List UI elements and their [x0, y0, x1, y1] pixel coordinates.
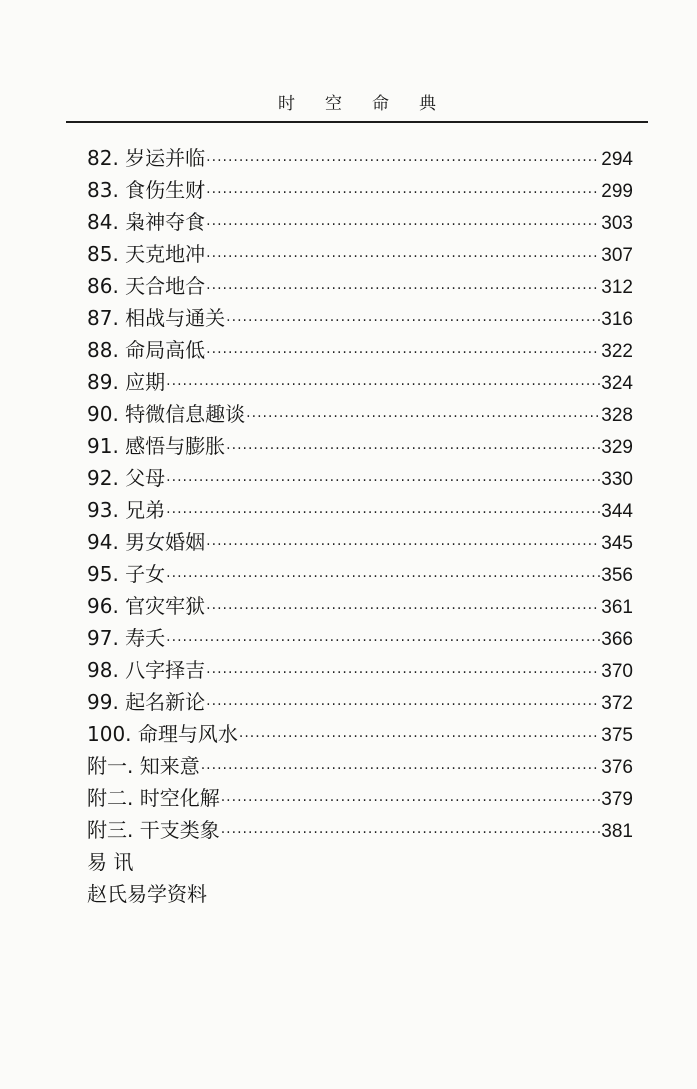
toc-entry-page: 372: [601, 693, 633, 714]
dot-leader: [166, 561, 600, 593]
toc-entry: [87, 238, 633, 270]
toc-entry-page: 356: [601, 565, 633, 586]
toc-entry: [87, 622, 633, 654]
toc-entry-title: 99. 起名新论: [87, 690, 206, 714]
toc-entry-title: 89. 应期: [87, 370, 166, 394]
toc-entry: [87, 302, 633, 334]
dot-leader: [226, 433, 600, 465]
toc-entry-page: 366: [601, 629, 633, 650]
dot-leader: [226, 305, 600, 337]
toc-entry: [87, 366, 633, 398]
appendix-line-yixun: 易 讯: [87, 850, 134, 874]
toc-entry-title: 90. 特微信息趣谈: [87, 402, 246, 426]
dot-leader: [206, 657, 600, 689]
toc-entry-title: 95. 子女: [87, 562, 166, 586]
toc-entry: [87, 526, 633, 558]
dot-leader: [221, 817, 601, 849]
toc-entry: [87, 334, 633, 366]
toc-entry-title: 96. 官灾牢狱: [87, 594, 206, 618]
toc-entry-page: 361: [601, 597, 633, 618]
toc-entry-page: 330: [601, 469, 633, 490]
toc-entry-title: 100. 命理与风水: [87, 722, 238, 746]
toc-entry-page: 329: [601, 437, 633, 458]
toc-entry-title: 88. 命局高低: [87, 338, 206, 362]
toc-entry-page: 376: [601, 757, 633, 778]
dot-leader: [206, 145, 600, 177]
toc-entry: [87, 782, 633, 814]
dot-leader: [201, 753, 601, 785]
toc-entry-title: 87. 相战与通关: [87, 306, 226, 330]
dot-leader: [206, 529, 600, 561]
toc-entry: [87, 558, 633, 590]
toc-entry-title: 附一. 知来意: [87, 754, 200, 778]
dot-leader: [221, 785, 601, 817]
dot-leader: [166, 625, 600, 657]
dot-leader: [206, 593, 600, 625]
toc-entry: [87, 654, 633, 686]
toc-entry-title: 98. 八字择吉: [87, 658, 206, 682]
toc-entry-page: 307: [601, 245, 633, 266]
toc-entry-title: 97. 寿夭: [87, 626, 166, 650]
toc-entry-title: 附三. 干支类象: [87, 818, 220, 842]
toc-entry: [87, 750, 633, 782]
toc-entry-title: 93. 兄弟: [87, 498, 166, 522]
toc-entry-page: 344: [601, 501, 633, 522]
toc-entry-page: 316: [601, 309, 633, 330]
toc-entry: [87, 142, 633, 174]
toc-entry-title: 84. 枭神夺食: [87, 210, 206, 234]
dot-leader: [206, 177, 600, 209]
toc-entry-page: 322: [601, 341, 633, 362]
toc-entry: [87, 462, 633, 494]
toc-entry: [87, 718, 633, 750]
toc-entry-page: 294: [601, 149, 633, 170]
toc-entry-title: 附二. 时空化解: [87, 786, 220, 810]
toc-entry-page: 328: [601, 405, 633, 426]
toc-entry-title: 91. 感悟与膨胀: [87, 434, 226, 458]
toc-entry-title: 82. 岁运并临: [87, 146, 206, 170]
toc-entry-page: 381: [601, 821, 633, 842]
toc-entry: [87, 686, 633, 718]
toc-entry-title: 94. 男女婚姻: [87, 530, 206, 554]
toc-entry: [87, 206, 633, 238]
running-header: 时空命典: [278, 94, 466, 114]
toc-entry-page: 375: [601, 725, 633, 746]
toc-entry: [87, 590, 633, 622]
toc-entry: [87, 430, 633, 462]
dot-leader: [166, 369, 600, 401]
toc-entry: [87, 494, 633, 526]
toc-entry-page: 299: [601, 181, 633, 202]
toc-entry-page: 312: [601, 277, 633, 298]
table-of-contents: [87, 142, 633, 846]
toc-entry-page: 303: [601, 213, 633, 234]
dot-leader: [206, 273, 600, 305]
toc-entry-page: 345: [601, 533, 633, 554]
dot-leader: [239, 721, 600, 753]
toc-entry: [87, 398, 633, 430]
appendix-line-materials: 赵氏易学资料: [87, 882, 207, 906]
dot-leader: [206, 689, 600, 721]
toc-entry: [87, 174, 633, 206]
toc-entry-title: 83. 食伤生财: [87, 178, 206, 202]
dot-leader: [166, 497, 600, 529]
toc-entry-page: 370: [601, 661, 633, 682]
toc-entry-title: 92. 父母: [87, 466, 166, 490]
toc-entry-page: 379: [601, 789, 633, 810]
toc-entry-title: 86. 天合地合: [87, 274, 206, 298]
toc-entry-title: 85. 天克地冲: [87, 242, 206, 266]
header-rule: [66, 121, 648, 123]
dot-leader: [206, 241, 600, 273]
dot-leader: [206, 337, 600, 369]
dot-leader: [166, 465, 600, 497]
dot-leader: [206, 209, 600, 241]
toc-entry: [87, 814, 633, 846]
toc-entry-page: 324: [601, 373, 633, 394]
toc-entry: [87, 270, 633, 302]
dot-leader: [246, 401, 600, 433]
